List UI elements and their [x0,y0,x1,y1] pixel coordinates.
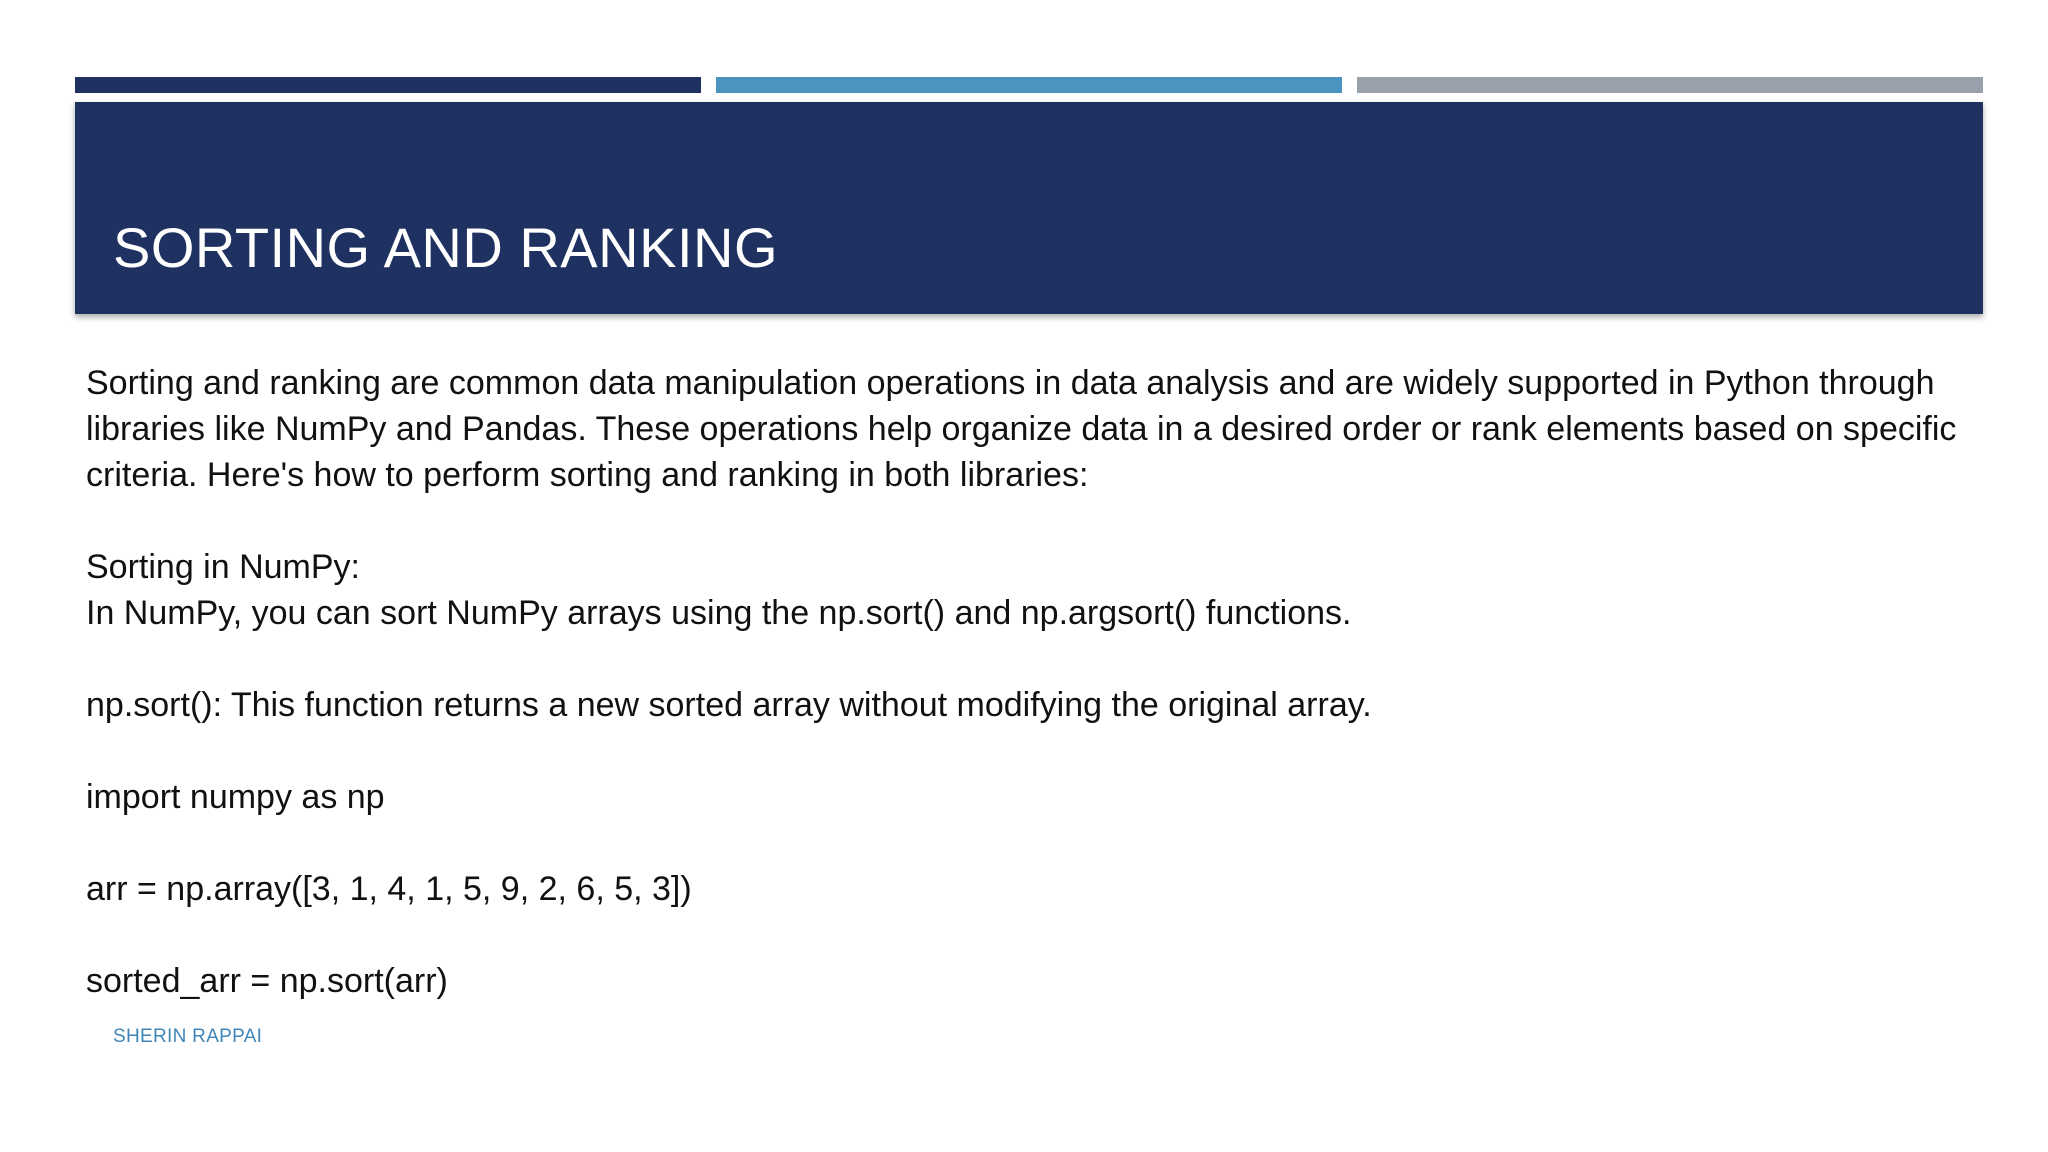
numpy-description: In NumPy, you can sort NumPy arrays using the np.sort() and np.argsort() functions. [86,594,1352,632]
intro-paragraph: Sorting and ranking are common data manipulation operations in data analysis and are widely supported in Python through libraries like NumPy and Pandas. These operations help organize data in a desired order or rank elements based on specific criteria. Here's how to perform sorting and ranking in both libraries: [86,364,1966,494]
spacer [86,498,1966,544]
spacer [86,912,1966,958]
spacer [86,636,1966,682]
accent-bar-navy [75,77,701,93]
spacer [86,820,1966,866]
slide-body [86,360,1966,1004]
footer-author: SHERIN RAPPAI [113,1026,263,1047]
code-array-line: arr = np.array([3, 1, 4, 1, 5, 9, 2, 6, 5, 3]) [86,870,692,908]
title-band [75,102,1983,314]
accent-bar-gray [1357,77,1983,93]
np-sort-description: np.sort(): This function returns a new sorted array without modifying the original array. [86,686,1372,724]
code-import-line: import numpy as np [86,778,385,816]
slide-title: SORTING AND RANKING [113,216,779,279]
numpy-heading: Sorting in NumPy: [86,548,360,586]
code-sorted-line: sorted_arr = np.sort(arr) [86,962,448,1000]
accent-bar-blue [716,77,1342,93]
spacer [86,728,1966,774]
